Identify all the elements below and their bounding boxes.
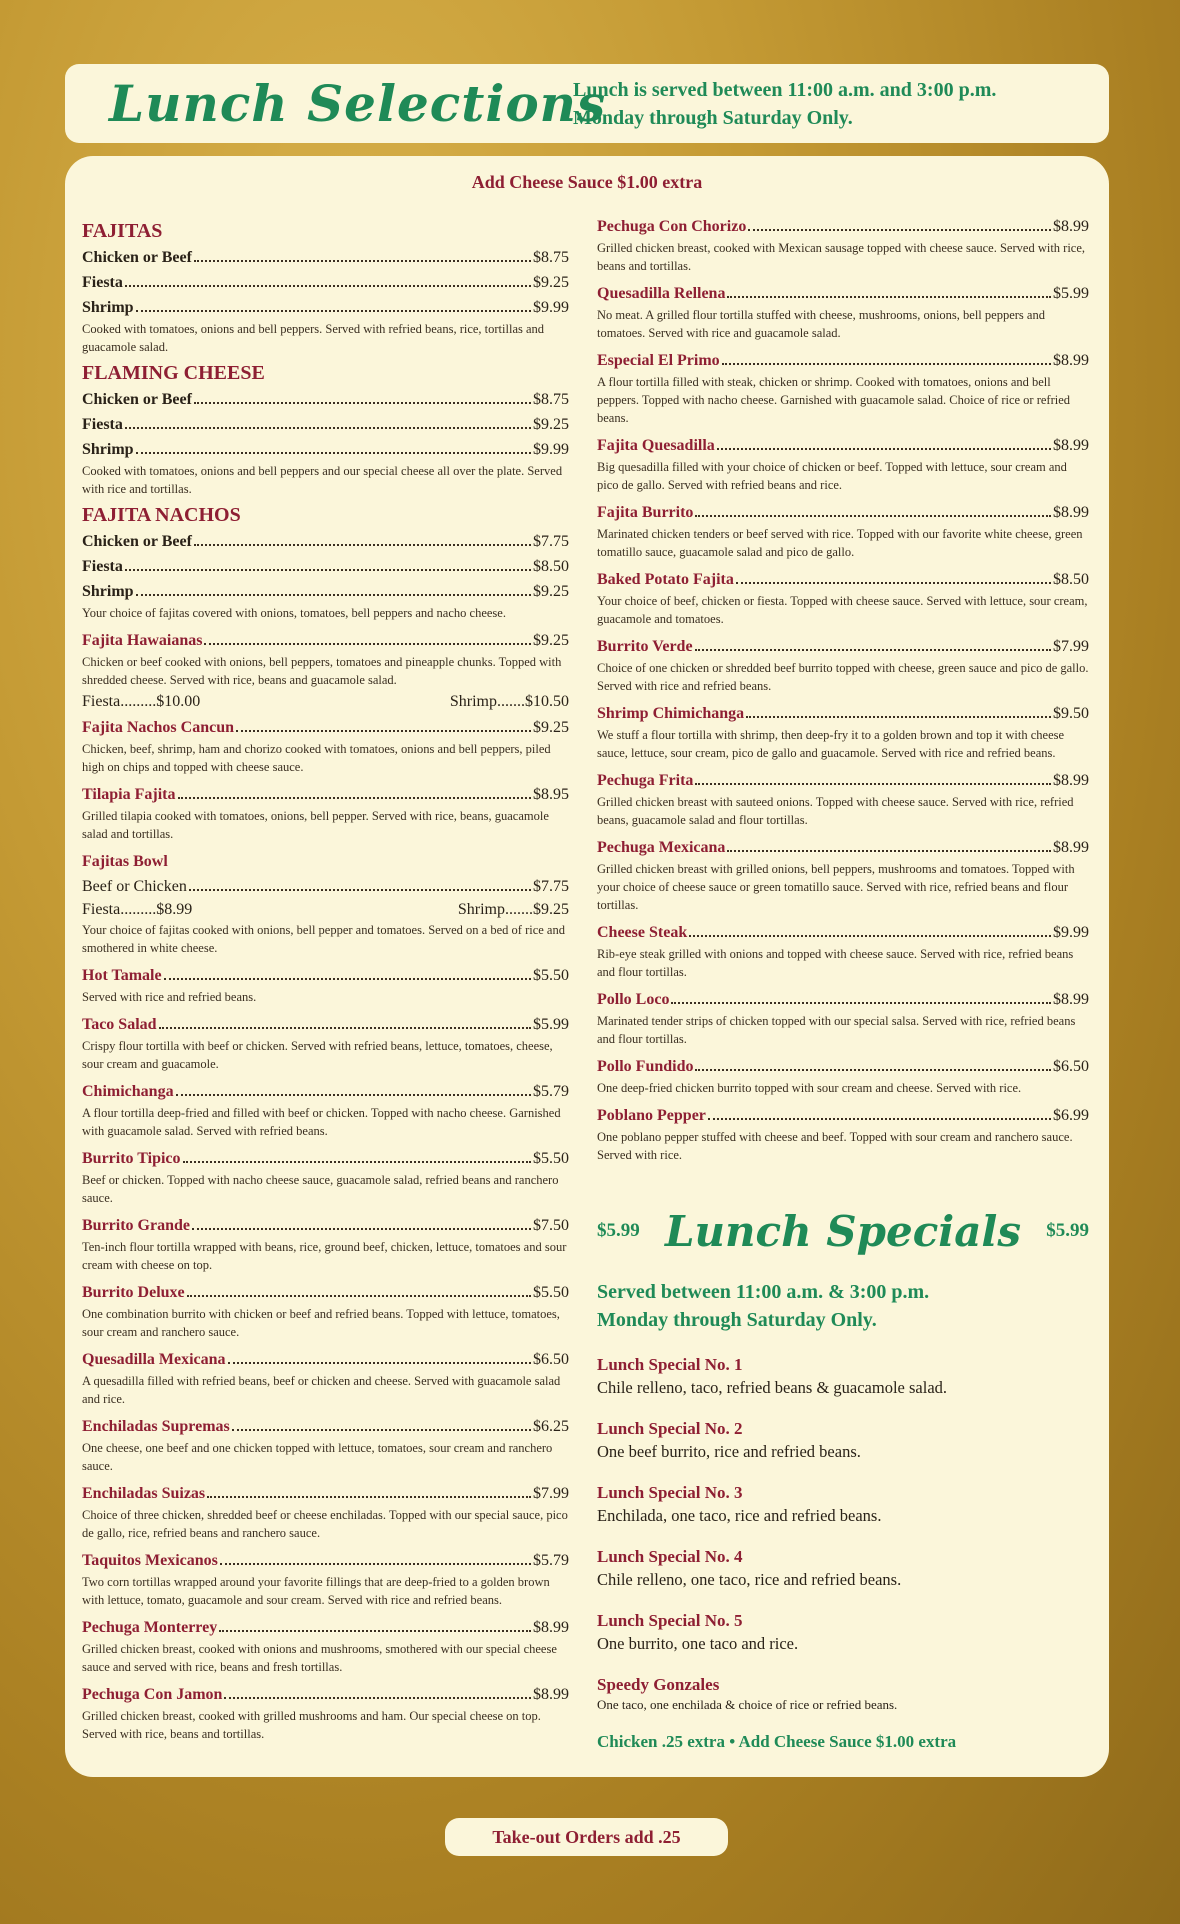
section-fajitas <box>82 220 569 356</box>
menu-item <box>597 281 1089 342</box>
menu-item <box>82 1146 569 1207</box>
item-description: Chicken or beef cooked with onions, bell peppers, tomatoes and pineapple chunks. Topped with shredded cheese. Served with rice, beans and guacamole salad. <box>82 655 562 687</box>
item-name: Fiesta <box>82 558 123 575</box>
special-name: Speedy Gonzales <box>597 1675 720 1694</box>
item-price: $7.99 <box>533 1485 569 1502</box>
item-name: Enchiladas Suizas <box>82 1485 206 1502</box>
menu-item <box>597 214 1089 275</box>
item-description: A flour tortilla deep-fried and filled with beef or chicken. Topped with nacho cheese. Garnished with guacamole salad. Served with refried beans. <box>82 1106 561 1138</box>
item-name: Fiesta <box>82 274 123 291</box>
menu-item <box>597 1103 1089 1164</box>
menu-item <box>82 963 569 1006</box>
item-name: Pechuga Con Jamon <box>82 1686 223 1703</box>
item-price: $8.99 <box>1053 504 1089 521</box>
item-name: Shrimp <box>82 441 134 458</box>
item-price: $5.50 <box>533 1284 569 1301</box>
menu-item <box>82 782 569 843</box>
takeout-note: Take-out Orders add .25 <box>445 1818 728 1856</box>
left-column <box>82 214 569 1749</box>
special-name: Lunch Special No. 2 <box>597 1419 743 1438</box>
item-name: Pechuga Con Chorizo <box>597 218 747 235</box>
item-price: $9.50 <box>1053 705 1089 722</box>
specials-hours <box>597 1278 1089 1334</box>
item-description: A quesadilla filled with refried beans, beef or chicken and cheese. Served with guacamole salad and rice. <box>82 1374 561 1406</box>
menu-row <box>82 412 569 437</box>
item-description: Beef or chicken. Topped with nacho cheese sauce, guacamole salad, refried beans and ranchero sauce. <box>82 1173 559 1205</box>
item-description: A flour tortilla filled with steak, chicken or shrimp. Cooked with tomatoes, onions and bell peppers. Topped with nacho cheese. Garnished with guacamole salad. Choice of rice or refried beans. <box>597 375 1071 425</box>
item-description: Choice of one chicken or shredded beef burrito topped with cheese, green sauce and pico de gallo. Served with rice and refried beans. <box>597 661 1089 693</box>
item-description: Grilled chicken breast with sauteed onions. Topped with cheese sauce. Served with rice, refried beans, guacamole salad and flour tortillas. <box>597 795 1074 827</box>
menu-item <box>597 987 1089 1048</box>
special-name: Lunch Special No. 1 <box>597 1355 743 1374</box>
item-description: No meat. A grilled flour tortilla stuffed with cheese, mushrooms, onions, bell peppers and tomatoes. Served with rice and guacamole salad. <box>597 308 1045 340</box>
special-name: Lunch Special No. 4 <box>597 1547 743 1566</box>
menu-item <box>597 835 1089 914</box>
menu-item-fajitas-bowl <box>82 849 569 957</box>
menu-row <box>82 529 569 554</box>
menu-item <box>597 1054 1089 1097</box>
item-description: Cooked with tomatoes, onions and bell peppers. Served with refried beans, rice, tortillas and guacamole salad. <box>82 322 545 354</box>
item-name: Pechuga Monterrey <box>82 1619 218 1636</box>
item-description: Big quesadilla filled with your choice of chicken or beef. Topped with lettuce, sour cream and pico de gallo. Served with refried beans and rice. <box>597 460 1067 492</box>
menu-item <box>597 433 1089 494</box>
item-price: $7.75 <box>533 878 569 895</box>
specials-hours-line2: Monday through Saturday Only. <box>597 1309 877 1331</box>
specials-price-right: $5.99 <box>1046 1220 1089 1241</box>
item-price: $9.99 <box>1053 924 1089 941</box>
item-name: Especial El Primo <box>597 352 720 369</box>
option-fiesta: Fiesta.........$10.00 <box>82 693 201 710</box>
cheese-sauce-note: Add Cheese Sauce $1.00 extra <box>471 172 703 192</box>
item-price: $6.25 <box>533 1418 569 1435</box>
item-description: One cheese, one beef and one chicken topped with lettuce, tomatoes, sour cream and ranchero sauce. <box>82 1441 553 1473</box>
menu-item <box>82 1012 569 1073</box>
item-price: $5.50 <box>533 1150 569 1167</box>
menu-item <box>597 348 1089 427</box>
item-price: $8.99 <box>1053 352 1089 369</box>
lunch-hours-line2: Monday through Saturday Only. <box>573 106 853 129</box>
item-price: $8.75 <box>533 391 569 408</box>
item-name: Chicken or Beef <box>82 533 192 550</box>
menu-row <box>82 554 569 579</box>
menu-item <box>82 1548 569 1609</box>
item-description: One deep-fried chicken burrito topped with sour cream and cheese. Served with rice. <box>597 1081 1022 1095</box>
item-name: Chimichanga <box>82 1083 174 1100</box>
item-name: Burrito Tipico <box>82 1150 181 1167</box>
menu-row <box>82 245 569 270</box>
item-name: Shrimp Chimichanga <box>597 705 745 722</box>
item-price: $5.79 <box>533 1083 569 1100</box>
item-price: $7.99 <box>1053 638 1089 655</box>
item-name: Fajita Burrito <box>597 504 694 521</box>
item-price: $9.99 <box>533 299 569 316</box>
special-description: One taco, one enchilada & choice of rice or refried beans. <box>597 1697 898 1712</box>
item-description: We stuff a flour tortilla with shrimp, then deep-fry it to a golden brown and top it with cheese sauce, lettuce, sour cream, pico de gallo and guacamole. Served with rice and refried beans. <box>597 728 1065 760</box>
item-price: $6.50 <box>533 1351 569 1368</box>
menu-row <box>82 295 569 320</box>
item-options <box>82 899 569 921</box>
item-price: $5.79 <box>533 1552 569 1569</box>
item-price: $8.95 <box>533 786 569 803</box>
item-name: Baked Potato Fajita <box>597 571 734 588</box>
item-name: Fajita Nachos Cancun <box>82 719 235 736</box>
item-name: Cheese Steak <box>597 924 688 941</box>
specials-price-left: $5.99 <box>597 1220 640 1241</box>
section-title: FLAMING CHEESE <box>82 362 265 384</box>
right-column <box>597 214 1089 1170</box>
menu-item <box>82 1481 569 1542</box>
item-price: $8.99 <box>1053 772 1089 789</box>
menu-row <box>82 437 569 462</box>
lunch-hours <box>573 76 996 132</box>
menu-row <box>82 270 569 295</box>
menu-item <box>597 500 1089 561</box>
section-fajita-nachos <box>82 504 569 622</box>
item-price: $5.50 <box>533 967 569 984</box>
item-description: Grilled chicken breast, cooked with grilled mushrooms and ham. Our special cheese on top. Served with rice, beans and tortillas. <box>82 1709 541 1741</box>
item-description: Your choice of fajitas covered with onions, tomatoes, bell peppers and nacho cheese. <box>82 606 506 620</box>
menu-item <box>597 701 1089 762</box>
item-description: Grilled tilapia cooked with tomatoes, onions, bell pepper. Served with rice, beans, guacamole salad and tortillas. <box>82 809 549 841</box>
item-name: Burrito Grande <box>82 1217 190 1234</box>
menu-row <box>82 579 569 604</box>
menu-item <box>82 1079 569 1140</box>
item-option-name: Beef or Chicken <box>82 878 187 895</box>
item-name: Fiesta <box>82 416 123 433</box>
item-name: Taco Salad <box>82 1016 157 1033</box>
item-description: Your choice of beef, chicken or fiesta. Topped with cheese sauce. Served with lettuce, sour cream, guacamole and tomatoes. <box>597 594 1088 626</box>
item-price: $9.25 <box>533 583 569 600</box>
item-description: Your choice of fajitas cooked with onions, bell pepper and tomatoes. Served on a bed of rice and smothered in white cheese. <box>82 923 565 955</box>
item-price: $9.25 <box>533 632 569 649</box>
menu-item <box>82 715 569 776</box>
item-description: Cooked with tomatoes, onions and bell peppers and our special cheese all over the plate. Served with rice and tortillas. <box>82 464 563 496</box>
item-description: Grilled chicken breast, cooked with Mexican sausage topped with cheese sauce. Served with rice, beans and tortillas. <box>597 241 1086 273</box>
menu-panel <box>65 156 1109 1777</box>
item-name: Hot Tamale <box>82 967 162 984</box>
item-name: Enchiladas Supremas <box>82 1418 230 1435</box>
item-price: $7.75 <box>533 533 569 550</box>
menu-row <box>82 387 569 412</box>
option-shrimp: Shrimp.......$9.25 <box>457 901 569 918</box>
item-price: $8.99 <box>533 1619 569 1636</box>
menu-item <box>597 634 1089 695</box>
item-description: Ten-inch flour tortilla wrapped with beans, rice, ground beef, chicken, lettuce, tomatoes and sour cream with cheese on top. <box>82 1240 567 1272</box>
page-title: Lunch Selections <box>109 74 607 133</box>
item-name: Shrimp <box>82 299 134 316</box>
item-description: Rib-eye steak grilled with onions and topped with cheese sauce. Served with rice, refried beans and flour tortillas. <box>597 947 1074 979</box>
menu-item <box>82 1682 569 1743</box>
item-name: Fajitas Bowl <box>82 853 168 870</box>
menu-item <box>597 920 1089 981</box>
specials-header <box>597 1196 1089 1266</box>
item-description: Served with rice and refried beans. <box>82 990 257 1004</box>
item-price: $9.25 <box>533 416 569 433</box>
item-price: $8.75 <box>533 249 569 266</box>
menu-item <box>82 1615 569 1676</box>
item-price: $6.99 <box>1053 1107 1089 1124</box>
item-price: $5.99 <box>1053 285 1089 302</box>
item-name: Fajita Quesadilla <box>597 437 715 454</box>
menu-item <box>82 1347 569 1408</box>
item-price: $9.25 <box>533 274 569 291</box>
item-name: Chicken or Beef <box>82 249 192 266</box>
section-flaming-cheese <box>82 362 569 498</box>
specials-footer-note: Chicken .25 extra • Add Cheese Sauce $1.00 extra <box>597 1732 957 1751</box>
special-name: Lunch Special No. 5 <box>597 1611 743 1630</box>
special-description: Enchilada, one taco, rice and refried beans. <box>597 1506 882 1525</box>
menu-item <box>82 1414 569 1475</box>
option-shrimp: Shrimp.......$10.50 <box>449 693 569 710</box>
item-name: Pollo Loco <box>597 991 670 1008</box>
item-name: Poblano Pepper <box>597 1107 706 1124</box>
special-name: Lunch Special No. 3 <box>597 1483 743 1502</box>
item-name: Pechuga Mexicana <box>597 839 726 856</box>
item-description: Crispy flour tortilla with beef or chicken. Served with refried beans, lettuce, tomatoes, cheese, sour cream and guacamole. <box>82 1039 553 1071</box>
item-name: Taquitos Mexicanos <box>82 1552 218 1569</box>
option-fiesta: Fiesta.........$8.99 <box>82 901 193 918</box>
header-banner <box>65 64 1109 143</box>
special-description: One beef burrito, rice and refried beans. <box>597 1442 861 1461</box>
item-price: $8.99 <box>533 1686 569 1703</box>
menu-item <box>597 567 1089 628</box>
section-title: FAJITAS <box>82 220 163 242</box>
item-name: Chicken or Beef <box>82 391 192 408</box>
item-description: Choice of three chicken, shredded beef or cheese enchiladas. Topped with our special sauce, pico de gallo, rice, refried beans and ranchero sauce. <box>82 1508 568 1540</box>
special-description: One burrito, one taco and rice. <box>597 1634 799 1653</box>
item-description: Marinated tender strips of chicken topped with our special salsa. Served with rice, refried beans and flour tortillas. <box>597 1014 1076 1046</box>
item-name: Pollo Fundido <box>597 1058 694 1075</box>
item-name: Quesadilla Mexicana <box>82 1351 226 1368</box>
item-name: Burrito Deluxe <box>82 1284 185 1301</box>
special-description: Chile relleno, taco, refried beans & guacamole salad. <box>597 1378 948 1397</box>
menu-item <box>597 768 1089 829</box>
item-description: One poblano pepper stuffed with cheese and beef. Topped with sour cream and ranchero sauce. Served with rice. <box>597 1130 1073 1162</box>
item-price: $9.25 <box>533 719 569 736</box>
item-description: Two corn tortillas wrapped around your favorite fillings that are deep-fried to a golden brown with lettuce, tomato, guacamole and sour cream. Served with rice and refried beans. <box>82 1575 550 1607</box>
item-description: Grilled chicken breast with grilled onions, bell peppers, mushrooms and tomatoes. Topped with your choice of cheese sauce or green tomatillo sauce. Served with rice, refried beans and flour tortillas. <box>597 862 1075 912</box>
item-price: $9.99 <box>533 441 569 458</box>
item-price: $6.50 <box>1053 1058 1089 1075</box>
item-description: Marinated chicken tenders or beef served with rice. Topped with our favorite white cheese, green tomatillo sauce, guacamole salad and pico de gallo. <box>597 527 1083 559</box>
item-price: $8.50 <box>1053 571 1089 588</box>
special-description: Chile relleno, one taco, rice and refried beans. <box>597 1570 902 1589</box>
section-title: FAJITA NACHOS <box>82 504 241 526</box>
item-name: Fajita Hawaianas <box>82 632 203 649</box>
item-description: Grilled chicken breast, cooked with onions and mushrooms, smothered with our special cheese sauce and served with rice, beans and fresh tortillas. <box>82 1642 557 1674</box>
item-price: $8.99 <box>1053 839 1089 856</box>
lunch-specials <box>597 1196 1089 1752</box>
menu-item <box>82 1213 569 1274</box>
item-description: Chicken, beef, shrimp, ham and chorizo cooked with tomatoes, onions and bell peppers, piled high on chips and topped with cheese sauce. <box>82 742 551 774</box>
item-name: Pechuga Frita <box>597 772 694 789</box>
item-price: $8.99 <box>1053 991 1089 1008</box>
item-description: One combination burrito with chicken or beef and refried beans. Topped with lettuce, tomatoes, sour cream and ranchero sauce. <box>82 1307 560 1339</box>
item-name: Burrito Verde <box>597 638 693 655</box>
item-options <box>82 691 569 713</box>
specials-title: Lunch Specials <box>664 1206 1022 1256</box>
item-price: $8.50 <box>533 558 569 575</box>
specials-hours-line1: Served between 11:00 a.m. & 3:00 p.m. <box>597 1281 930 1303</box>
item-name: Shrimp <box>82 583 134 600</box>
item-price: $8.99 <box>1053 437 1089 454</box>
menu-item-fajita-hawaianas <box>82 628 569 713</box>
item-price: $8.99 <box>1053 218 1089 235</box>
lunch-hours-line1: Lunch is served between 11:00 a.m. and 3:00 p.m. <box>573 78 997 101</box>
item-price: $7.50 <box>533 1217 569 1234</box>
menu-item <box>82 1280 569 1341</box>
item-price: $5.99 <box>533 1016 569 1033</box>
item-name: Tilapia Fajita <box>82 786 176 803</box>
item-name: Quesadilla Rellena <box>597 285 726 302</box>
